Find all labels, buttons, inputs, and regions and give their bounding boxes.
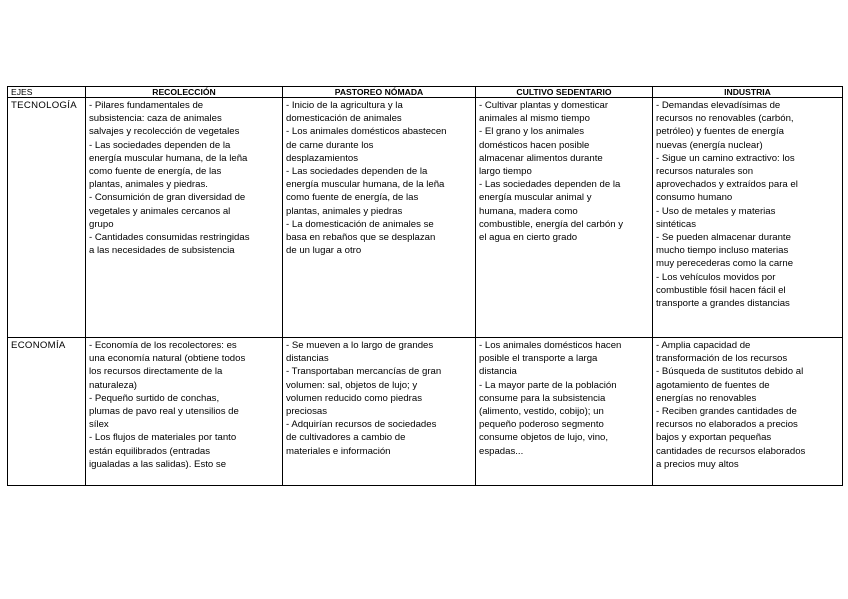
cell-line: a precios muy altos xyxy=(656,458,739,470)
cell-line: - Los animales domésticos abastecen xyxy=(286,126,447,138)
cell-line: de carne durante los xyxy=(286,139,374,151)
cell-line: el agua en cierto grado xyxy=(479,232,578,244)
cell-line: - El grano y los animales xyxy=(479,126,585,138)
cell-line: (alimento, vestido, cobijo); un xyxy=(479,406,604,418)
cell-line: - Búsqueda de sustitutos debido al xyxy=(656,366,804,378)
cell-line: combustible, energía del carbón y xyxy=(479,218,623,230)
cell-line: energía muscular humana, de la leña xyxy=(286,179,445,191)
cell-economia-cultivo xyxy=(476,338,653,486)
cell-line: - Cantidades consumidas restringidas xyxy=(89,232,250,244)
cell-line: plantas, animales y piedras xyxy=(286,205,403,217)
table-row-tecnologia xyxy=(8,98,843,338)
cell-line: plumas de pavo real y utensilios de xyxy=(89,406,239,418)
comparison-table xyxy=(7,86,843,486)
cell-line: - Se pueden almacenar durante xyxy=(656,232,791,244)
cell-line: volumen: sal, objetos de lujo; y xyxy=(286,379,418,391)
cell-line: posible el transporte a larga xyxy=(479,353,598,365)
cell-line: cantidades de recursos elaborados xyxy=(656,445,806,457)
cell-line: transformación de los recursos xyxy=(656,353,788,365)
cell-line: recursos naturales son xyxy=(656,166,754,178)
cell-line: - Transportaban mercancías de gran xyxy=(286,366,442,378)
cell-line: plantas, animales y piedras. xyxy=(89,179,208,191)
cell-line: - Las sociedades dependen de la xyxy=(479,179,621,191)
cell-line: igualadas a las salidas). Esto se xyxy=(89,458,227,470)
cell-line: - La domesticación de animales se xyxy=(286,218,434,230)
cell-economia-recoleccion xyxy=(86,338,283,486)
cell-line: preciosas xyxy=(286,406,328,418)
cell-line: recursos no renovables (carbón, xyxy=(656,113,794,125)
cell-line: sintéticas xyxy=(656,218,696,230)
cell-line: - La mayor parte de la población xyxy=(479,379,617,391)
cell-line: de cultivadores a cambio de xyxy=(286,432,406,444)
cell-line: consume objetos de lujo, vino, xyxy=(479,432,609,444)
cell-line: agotamiento de fuentes de xyxy=(656,379,770,391)
cell-tecnologia-industria xyxy=(653,98,843,338)
cell-line: - Inicio de la agricultura y la xyxy=(286,100,403,111)
cell-line: - Las sociedades dependen de la xyxy=(89,139,231,151)
cell-line: bajos y exportan pequeñas xyxy=(656,432,772,444)
cell-line: - Se mueven a lo largo de grandes xyxy=(286,340,434,351)
cell-line: petróleo) y fuentes de energía xyxy=(656,126,785,138)
cell-line: mucho tiempo incluso materias xyxy=(656,245,789,257)
cell-line: transporte a grandes distancias xyxy=(656,298,790,310)
header-ejes: EJES xyxy=(8,87,86,98)
cell-line: subsistencia: caza de animales xyxy=(89,113,222,125)
cell-line: - Reciben grandes cantidades de xyxy=(656,406,797,418)
cell-line: domesticación de animales xyxy=(286,113,402,125)
cell-line: están equilibrados (entradas xyxy=(89,445,211,457)
cell-line: - Amplia capacidad de xyxy=(656,340,751,351)
cell-line: distancias xyxy=(286,353,329,365)
cell-line: combustible fósil hacen fácil el xyxy=(656,284,786,296)
cell-line: energía muscular animal y xyxy=(479,192,592,204)
cell-line: - Los animales domésticos hacen xyxy=(479,340,622,351)
cell-tecnologia-pastoreo xyxy=(283,98,476,338)
cell-line: sílex xyxy=(89,419,109,431)
cell-line: largo tiempo xyxy=(479,166,532,178)
cell-economia-pastoreo xyxy=(283,338,476,486)
cell-line: - Consumición de gran diversidad de xyxy=(89,192,246,204)
cell-line: los recursos directamente de la xyxy=(89,366,223,378)
cell-line: - Los flujos de materiales por tanto xyxy=(89,432,237,444)
header-recoleccion: RECOLECCIÓN xyxy=(86,87,283,98)
cell-line: - Pilares fundamentales de xyxy=(89,100,204,111)
header-industria: INDUSTRIA xyxy=(653,87,843,98)
cell-line: vegetales y animales cercanos al xyxy=(89,205,231,217)
cell-line: aprovechados y extraídos para el xyxy=(656,179,798,191)
cell-line: consumo humano xyxy=(656,192,733,204)
row-label-economia: ECONOMÍA xyxy=(8,338,86,486)
cell-line: a las necesidades de subsistencia xyxy=(89,245,235,257)
cell-tecnologia-cultivo xyxy=(476,98,653,338)
cell-line: basa en rebaños que se desplazan xyxy=(286,232,436,244)
cell-line: grupo xyxy=(89,218,114,230)
row-label-tecnologia: TECNOLOGÍA xyxy=(8,98,86,338)
cell-line: consume para la subsistencia xyxy=(479,392,606,404)
header-row xyxy=(8,87,843,98)
cell-line: distancia xyxy=(479,366,517,378)
header-cultivo-sedentario: CULTIVO SEDENTARIO xyxy=(476,87,653,98)
cell-tecnologia-recoleccion xyxy=(86,98,283,338)
cell-line: recursos no elaborados a precios xyxy=(656,419,798,431)
cell-line: - Demandas elevadísimas de xyxy=(656,100,781,111)
cell-line: - Uso de metales y materias xyxy=(656,205,776,217)
cell-line: volumen reducido como piedras xyxy=(286,392,422,404)
cell-line: como fuente de energía, de las xyxy=(286,192,419,204)
cell-line: - Las sociedades dependen de la xyxy=(286,166,428,178)
cell-line: energías no renovables xyxy=(656,392,757,404)
cell-line: muy perecederas como la carne xyxy=(656,258,794,270)
cell-line: de un lugar a otro xyxy=(286,245,362,257)
cell-line: como fuente de energía, de las xyxy=(89,166,222,178)
cell-line: una economía natural (obtiene todos xyxy=(89,353,246,365)
header-pastoreo-nomada: PASTOREO NÓMADA xyxy=(283,87,476,98)
cell-line: humana, madera como xyxy=(479,205,578,217)
cell-line: - Cultivar plantas y domesticar xyxy=(479,100,609,111)
cell-line: pequeño poderoso segmento xyxy=(479,419,604,431)
cell-line: desplazamientos xyxy=(286,152,358,164)
cell-line: - Sigue un camino extractivo: los xyxy=(656,152,795,164)
cell-line: - Economía de los recolectores: es xyxy=(89,340,237,351)
cell-line: domésticos hacen posible xyxy=(479,139,590,151)
cell-line: espadas... xyxy=(479,445,524,457)
cell-line: salvajes y recolección de vegetales xyxy=(89,126,240,138)
cell-line: - Adquirían recursos de sociedades xyxy=(286,419,437,431)
cell-line: almacenar alimentos durante xyxy=(479,152,603,164)
cell-line: - Los vehículos movidos por xyxy=(656,271,776,283)
cell-line: energía muscular humana, de la leña xyxy=(89,152,248,164)
table-row-economia xyxy=(8,338,843,486)
cell-line: materiales e información xyxy=(286,445,391,457)
cell-economia-industria xyxy=(653,338,843,486)
cell-line: nuevas (energía nuclear) xyxy=(656,139,763,151)
cell-line: naturaleza) xyxy=(89,379,137,391)
cell-line: animales al mismo tiempo xyxy=(479,113,590,125)
cell-line: - Pequeño surtido de conchas, xyxy=(89,392,220,404)
